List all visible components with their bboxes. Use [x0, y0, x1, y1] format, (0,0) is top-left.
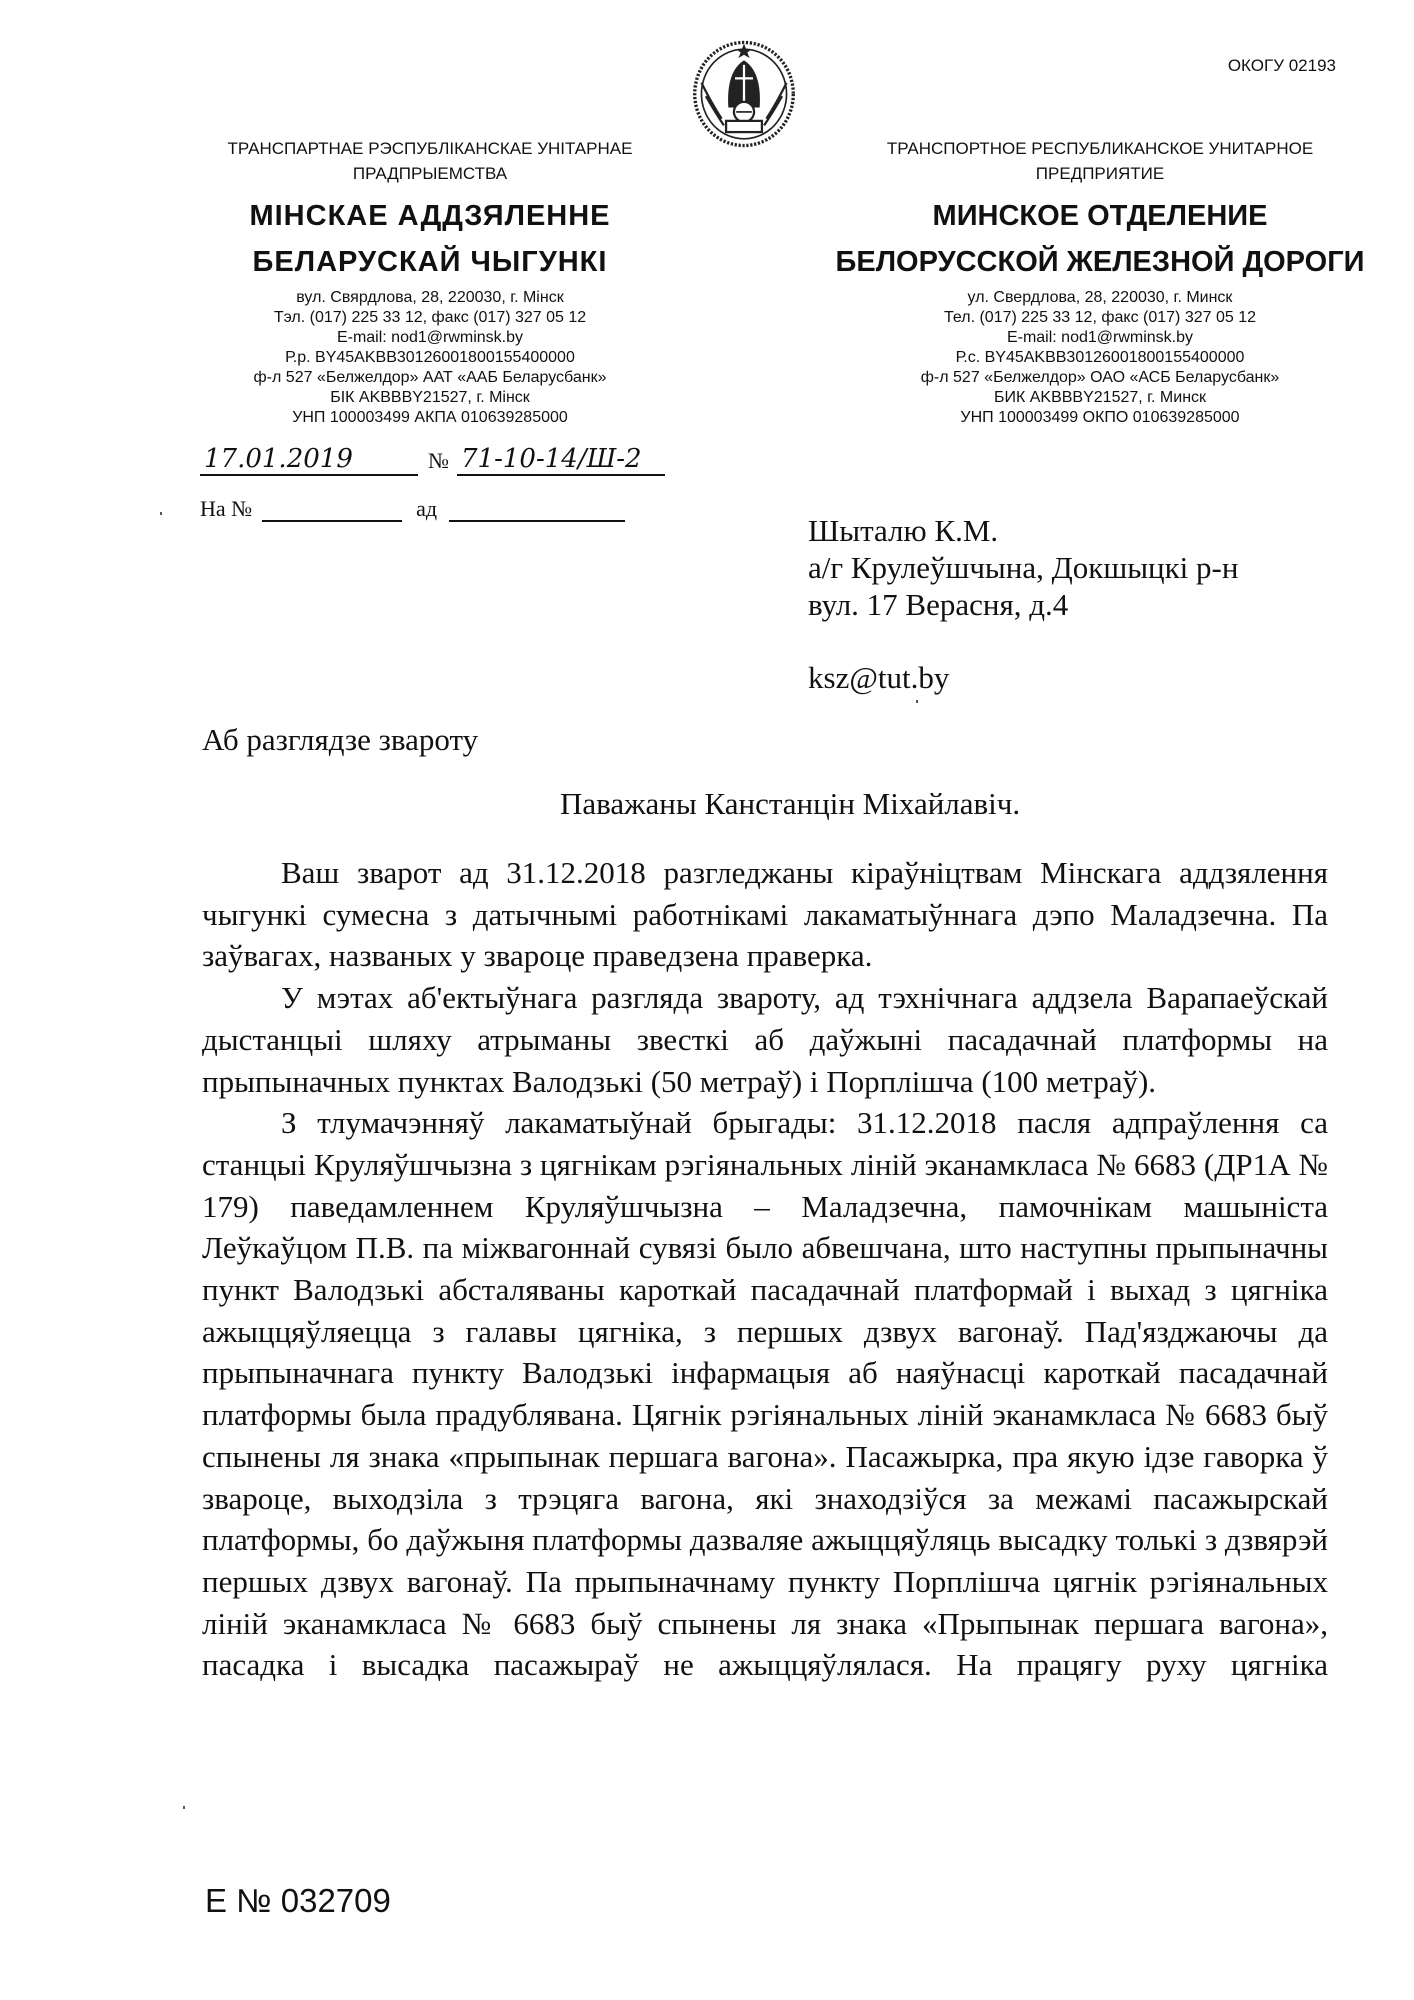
- registration-date: 17.01.2019: [200, 444, 418, 476]
- org-name-line1: МИНСКОЕ ОТДЕЛЕНИЕ: [932, 200, 1268, 232]
- contact-address: вул. Свярдлова, 28, 220030, г. Мінск: [296, 289, 564, 306]
- paragraph: Ваш зварот ад 31.12.2018 разгледжаны кіраўніцтвам Мінскага аддзялення чыгункі сумесна з датычнымі работнікамі лакаматыўннага дэпо Маладзечна. Па заўвагах, названых у звароце праведзена праверка.: [202, 855, 1328, 974]
- header-russian: [835, 136, 1365, 428]
- contact-bank: ф-л 527 «Белжелдор» ОАО «АСБ Беларусбанк»: [920, 369, 1280, 386]
- contact-block: [180, 288, 680, 428]
- contact-block: [835, 288, 1365, 428]
- addressee-name: Шыталю К.М.: [808, 513, 999, 548]
- scan-speck: [160, 512, 162, 515]
- contact-email: E-mail: nod1@rwminsk.by: [336, 329, 524, 346]
- contact-account: Р.с. BY45AKBB30126001800155400000: [955, 349, 1245, 366]
- contact-email: E-mail: nod1@rwminsk.by: [1006, 329, 1194, 346]
- contact-bic: БИК AKBBBY21527, г. Минск: [993, 389, 1207, 406]
- registration-number-label: №: [428, 448, 449, 473]
- scan-speck: [183, 1806, 185, 1809]
- reply-from-label: ад: [416, 496, 438, 521]
- contact-bic: БІК AKBBBY21527, г. Мінск: [330, 389, 530, 406]
- belarus-state-emblem-icon: [688, 38, 800, 150]
- registration-number: 71-10-14/Ш-2: [457, 444, 665, 476]
- addressee-address-line1: а/г Крулеўшчына, Докшыцкі р-н: [808, 550, 1239, 585]
- salutation: Паважаны Канстанцін Міхайлавіч.: [560, 786, 1021, 821]
- contact-phone: Тел. (017) 225 33 12, факс (017) 327 05 12: [944, 309, 1256, 326]
- enterprise-type-line1: ТРАНСПОРТНОЕ РЕСПУБЛИКАНСКОЕ УНИТАРНОЕ: [886, 139, 1314, 158]
- contact-account: Р.р. BY45AKBB30126001800155400000: [285, 349, 575, 366]
- okogu-code: ОКОГУ 02193: [1227, 56, 1336, 75]
- form-serial-number: Е № 032709: [205, 1882, 391, 1919]
- letter-subject: Аб разглядзе звароту: [202, 722, 479, 757]
- contact-address: ул. Свердлова, 28, 220030, г. Минск: [967, 289, 1233, 306]
- paragraph: У мэтах аб'ектыўнага разгляда звароту, ад тэхнічнага аддзела Варапаеўскай дыстанцыі шляху атрыманы звесткі аб даўжыні пасадачнай платформы на прыпыначных пунктах Валодзькі (50 метраў) і Порплішча (100 метраў).: [202, 980, 1328, 1099]
- enterprise-type-line2: ПРАДПРЫЕМСТВА: [352, 164, 508, 183]
- contact-tax-ids: УНП 100003499 АКПА 010639285000: [292, 409, 568, 426]
- header-belarusian: [180, 136, 680, 428]
- addressee-block: [808, 512, 1238, 696]
- enterprise-type-line2: ПРЕДПРИЯТИЕ: [1035, 164, 1165, 183]
- scan-speck: [916, 700, 918, 703]
- enterprise-type-line1: ТРАНСПАРТНАЕ РЭСПУБЛІКАНСКАЕ УНІТАРНАЕ: [227, 139, 633, 158]
- contact-bank: ф-л 527 «Белжелдор» ААТ «ААБ Беларусбанк»: [253, 369, 607, 386]
- reply-to-blank: [262, 498, 402, 522]
- reply-to-label: На №: [200, 496, 253, 521]
- addressee-address-line2: вул. 17 Верасня, д.4: [808, 587, 1069, 622]
- addressee-email: ksz@tut.by: [808, 660, 950, 695]
- contact-tax-ids: УНП 100003499 ОКПО 010639285000: [960, 409, 1240, 426]
- contact-phone: Тэл. (017) 225 33 12, факс (017) 327 05 12: [273, 309, 587, 326]
- reply-from-blank: [449, 498, 625, 522]
- letter-body: [202, 852, 1328, 1686]
- org-name-line2: БЕЛОРУССКОЙ ЖЕЛЕЗНОЙ ДОРОГИ: [835, 246, 1365, 278]
- org-name-line2: БЕЛАРУСКАЙ ЧЫГУНКІ: [252, 246, 608, 278]
- registration-block: [200, 440, 670, 522]
- org-name-line1: МІНСКАЕ АДДЗЯЛЕННЕ: [249, 200, 611, 232]
- paragraph: З тлумачэнняў лакаматыўнай брыгады: 31.12.2018 пасля адпраўлення са станцыі Круляўшчызна з цягнікам рэгіянальных ліній эканамкласа № 6683 (ДР1А № 179) паведамленнем Круляўшчызна – Маладзечна, памочнікам машыніста Леўкаўцом П.В. па міжвагоннай сувязі было абвешчана, што наступны прыпыначны пункт Валодзькі абсталяваны кароткай пасадачнай платформай і выхад з цягніка ажыццяўляецца з галавы цягніка, з першых дзвух вагонаў. Пад'язджаючы да прыпыначнага пункту Валодзькі інфармацыя аб наяўнасці кароткай пасадачнай платформы была прадублявана. Цягнік рэгіянальных ліній эканамкласа № 6683 быў спынены ля знака «прыпынак першага вагона». Пасажырка, пра якую ідзе гаворка ў звароце, выходзіла з трэцяга вагона, які знаходзіўся за межамі пасажырскай платформы, бо даўжыня платформы дазваляе ажыццяўляць высадку толькі з дзвярэй першых дзвух вагонаў. Па прыпыначнаму пункту Порплішча цягнік рэгіянальных ліній эканамкласа № 6683 быў спынены ля знака «Прыпынак першага вагона», пасадка і высадка пасажыраў не ажыццяўлялася. На працягу руху цягніка: [202, 1105, 1328, 1683]
